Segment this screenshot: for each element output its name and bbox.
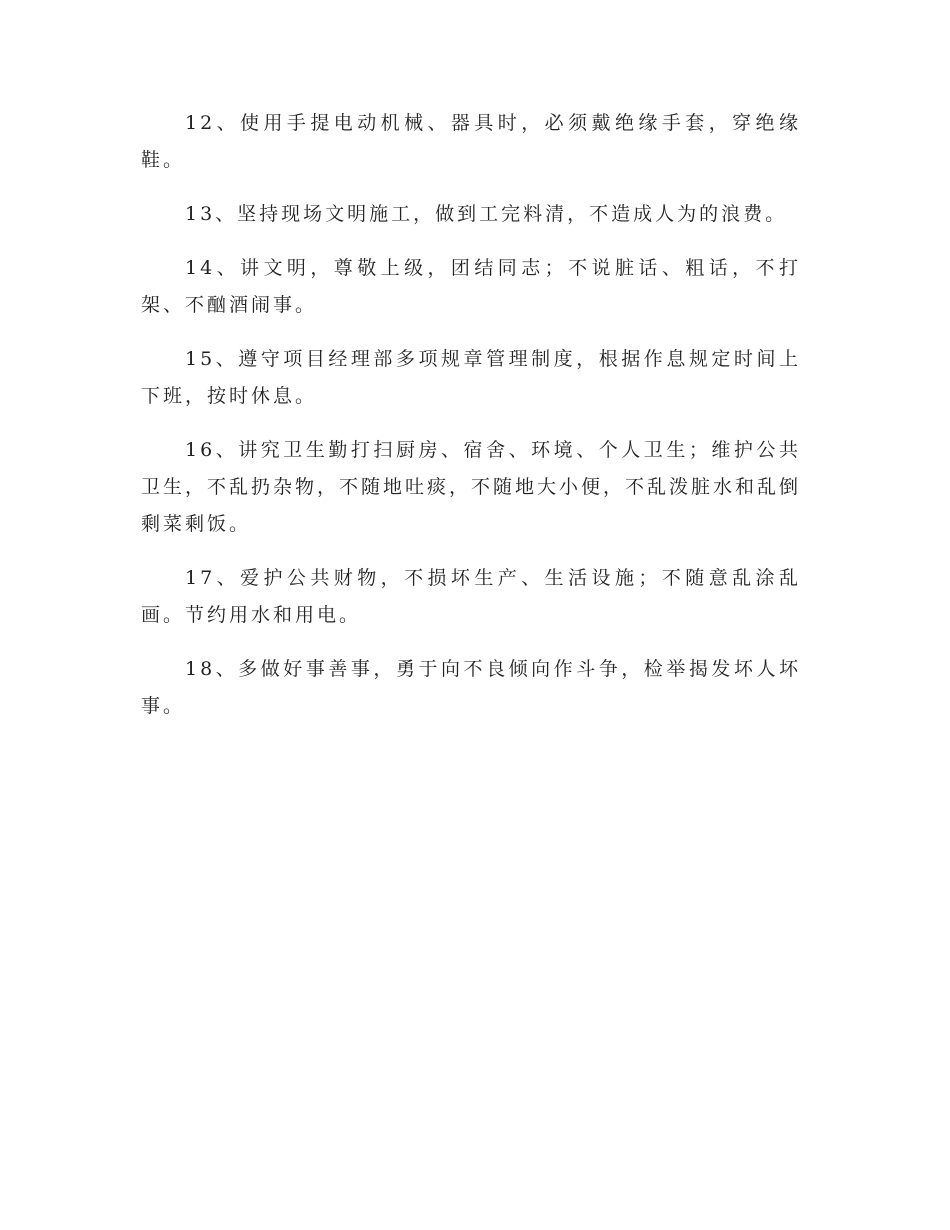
- rule-paragraph-13: 13、坚持现场文明施工，做到工完料清，不造成人为的浪费。: [185, 203, 788, 225]
- rule-paragraph-12: 12、使用手提电动机械、器具时，必须戴绝缘手套，穿绝缘鞋。: [141, 112, 801, 171]
- document-body: [141, 105, 801, 742]
- rule-paragraph-14: 14、讲文明，尊敬上级，团结同志；不说脏话、粗话，不打架、不酗酒闹事。: [141, 257, 801, 316]
- rule-paragraph-17: 17、爱护公共财物，不损坏生产、生活设施；不随意乱涂乱画。节约用水和用电。: [141, 567, 801, 626]
- rule-paragraph-15: 15、遵守项目经理部多项规章管理制度，根据作息规定时间上下班，按时休息。: [141, 348, 801, 407]
- rule-paragraph-18: 18、多做好事善事，勇于向不良倾向作斗争，检举揭发坏人坏事。: [141, 658, 801, 717]
- rule-paragraph-16: 16、讲究卫生勤打扫厨房、宿舍、环境、个人卫生；维护公共卫生，不乱扔杂物，不随地吐痰，不随地大小便，不乱泼脏水和乱倒剩菜剩饭。: [141, 439, 802, 535]
